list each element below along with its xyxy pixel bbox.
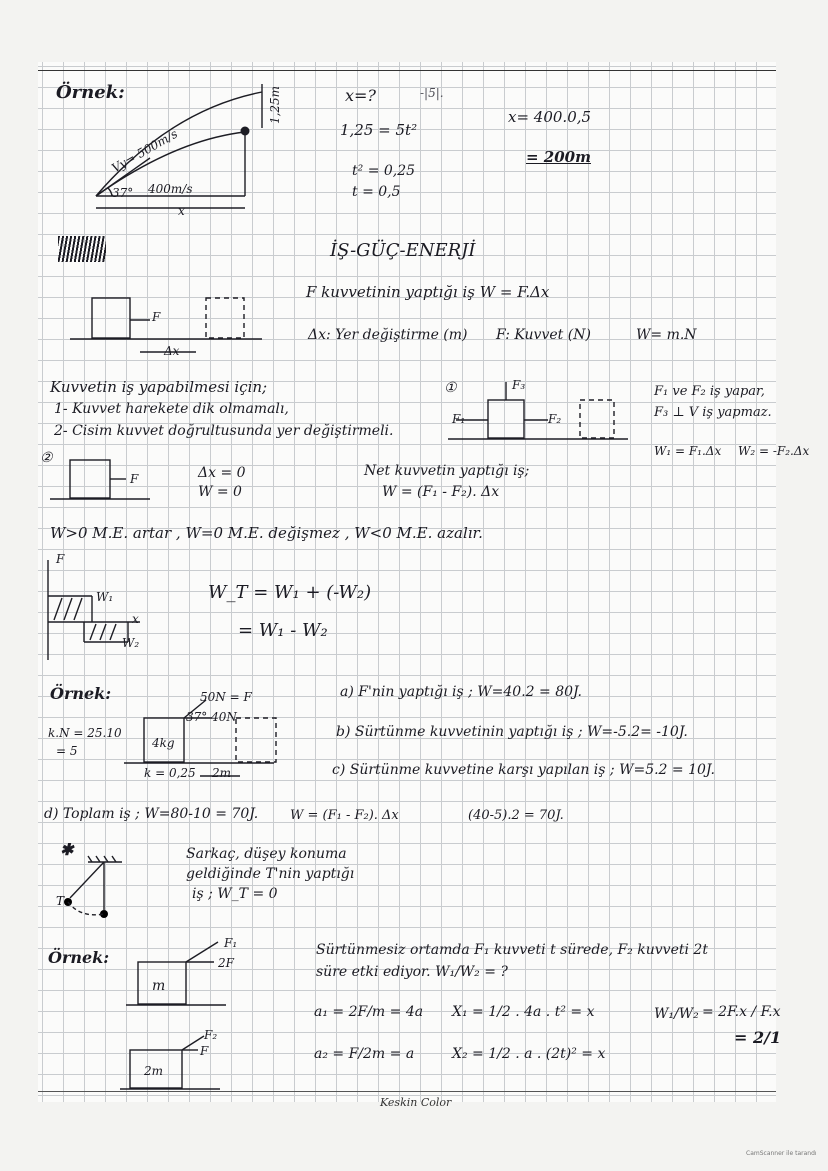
- force-definition: F: Kuvvet (N): [496, 327, 591, 343]
- tension-label: T: [56, 894, 65, 908]
- work-ratio-left: W₁/W₂: [654, 1006, 699, 1022]
- graph-w2-label: W₂: [122, 636, 140, 650]
- dx-label: Δx: [164, 344, 180, 358]
- graph-x-label: x: [132, 612, 139, 626]
- calc-x-unknown: x=?: [345, 86, 377, 105]
- condition-item-1: 1- Kuvvet harekete dik olmamalı,: [54, 401, 289, 417]
- velocity-label: Vy= 500m/s: [109, 126, 180, 176]
- box2-mass: 2m: [144, 1064, 164, 1078]
- force-component-label: 37° 40N: [186, 710, 237, 724]
- height-label: 1,25m: [268, 85, 283, 125]
- accel2: a₂ = F/2m = a: [314, 1046, 415, 1062]
- case1-note4: W₂ = -F₂.Δx: [738, 444, 810, 458]
- pendulum-text3: iş ; W_T = 0: [192, 886, 278, 902]
- displacement1: X₁ = 1/2 . 4a . t² = x: [452, 1004, 595, 1020]
- example2-heading: Örnek:: [50, 684, 112, 703]
- case1-note1: F₁ ve F₂ iş yapar,: [654, 384, 765, 399]
- friction-calc-line2: = 5: [56, 744, 78, 758]
- example2-part-d-formula: W = (F₁ - F₂). Δx: [290, 808, 399, 823]
- box-mass-label: 4kg: [152, 736, 175, 750]
- box1-force: F₁: [224, 936, 238, 950]
- notebook-brand: Keskin Color: [380, 1096, 452, 1109]
- net-work-title: Net kuvvetin yaptığı iş;: [364, 463, 530, 479]
- example2-part-d: d) Toplam iş ; W=80-10 = 70J.: [44, 806, 259, 822]
- case1-f1: F₁: [452, 412, 466, 426]
- displacement2: X₂ = 1/2 . a . (2t)² = x: [452, 1046, 606, 1062]
- unit-definition: W= m.N: [636, 327, 697, 343]
- calc-right1: x= 400.0,5: [508, 108, 592, 126]
- example2-part-a: a) F'nin yaptığı iş ; W=40.2 = 80J.: [340, 684, 582, 700]
- friction-calc-line1: k.N = 25.10: [48, 726, 122, 740]
- bottom-rule: [38, 1091, 776, 1092]
- example3-text1: Sürtünmesiz ortamda F₁ kuvveti t sürede, F₂ kuvveti 2t: [316, 942, 708, 958]
- applied-force-label: 50N = F: [200, 690, 252, 704]
- scanner-watermark: CamScanner ile tarandı: [746, 1150, 817, 1157]
- calc-line3: t² = 0,25: [352, 163, 416, 179]
- work-ratio-mid: = 2F.x / F.x: [702, 1004, 781, 1020]
- example2-part-c: c) Sürtünme kuvvetine karşı yapılan iş ; W=5.2 = 10J.: [332, 762, 715, 778]
- pendulum-text1: Sarkaç, düşey konuma: [186, 846, 347, 862]
- box2-force-component: F: [200, 1044, 209, 1058]
- work-ratio-result: = 2/1: [734, 1028, 782, 1047]
- total-work-eq1: W_T = W₁ + (-W₂): [208, 582, 372, 603]
- horizontal-velocity-label: 400m/s: [148, 182, 193, 196]
- case1-marker: ①: [444, 380, 457, 396]
- case2-w: W = 0: [198, 484, 242, 500]
- total-work-eq2: = W₁ - W₂: [238, 620, 328, 641]
- pendulum-marker: ✱: [60, 840, 74, 859]
- case1-note3: W₁ = F₁.Δx: [654, 444, 722, 458]
- graph-f-label: F: [56, 552, 65, 566]
- mechanical-energy-rule: W>0 M.E. artar , W=0 M.E. değişmez , W<0 M.E. azalır.: [50, 524, 483, 542]
- graph-w1-label: W₁: [96, 590, 114, 604]
- box2-force: F₂: [204, 1028, 218, 1042]
- case1-f2: F₂: [548, 412, 562, 426]
- case2-f: F: [130, 472, 139, 486]
- f-arrow-label: F: [152, 310, 161, 324]
- example1-heading: Örnek:: [56, 82, 125, 103]
- friction-coefficient-label: k = 0,25: [144, 766, 196, 780]
- pendulum-text2: geldiğinde T'nin yaptığı: [186, 866, 355, 882]
- calc-right2: = 200m: [526, 148, 591, 166]
- x-label: x: [178, 204, 185, 218]
- distance-label: 2m: [212, 766, 232, 780]
- conditions-title: Kuvvetin iş yapabilmesi için;: [50, 378, 268, 396]
- calc-line4: t = 0,5: [352, 184, 401, 200]
- work-definition: F kuvvetinin yaptığı iş W = F.Δx: [306, 283, 550, 301]
- net-work-formula: W = (F₁ - F₂). Δx: [382, 484, 500, 500]
- example3-text2: süre etki ediyor. W₁/W₂ = ?: [316, 964, 508, 980]
- example3-heading: Örnek:: [48, 948, 110, 967]
- case1-f3: F₃: [512, 378, 526, 392]
- box1-mass: m: [152, 978, 166, 994]
- case1-note2: F₃ ⊥ V iş yapmaz.: [654, 405, 772, 420]
- section-title: İŞ-GÜÇ-ENERJİ: [330, 240, 476, 261]
- calc-g-note: -|5|.: [420, 86, 444, 100]
- case2-marker: ②: [40, 450, 53, 466]
- calc-line2: 1,25 = 5t²: [340, 121, 418, 139]
- example2-part-d-result: (40-5).2 = 70J.: [468, 808, 564, 823]
- angle-label: 37°: [112, 186, 134, 200]
- accel1: a₁ = 2F/m = 4a: [314, 1004, 424, 1020]
- condition-item-2: 2- Cisim kuvvet doğrultusunda yer değiştirmeli.: [54, 423, 394, 439]
- case2-dx: Δx = 0: [198, 465, 246, 481]
- box1-force-component: 2F: [218, 956, 234, 970]
- example2-part-b: b) Sürtünme kuvvetinin yaptığı iş ; W=-5.2= -10J.: [336, 724, 688, 740]
- displacement-definition: Δx: Yer değiştirme (m): [308, 327, 468, 343]
